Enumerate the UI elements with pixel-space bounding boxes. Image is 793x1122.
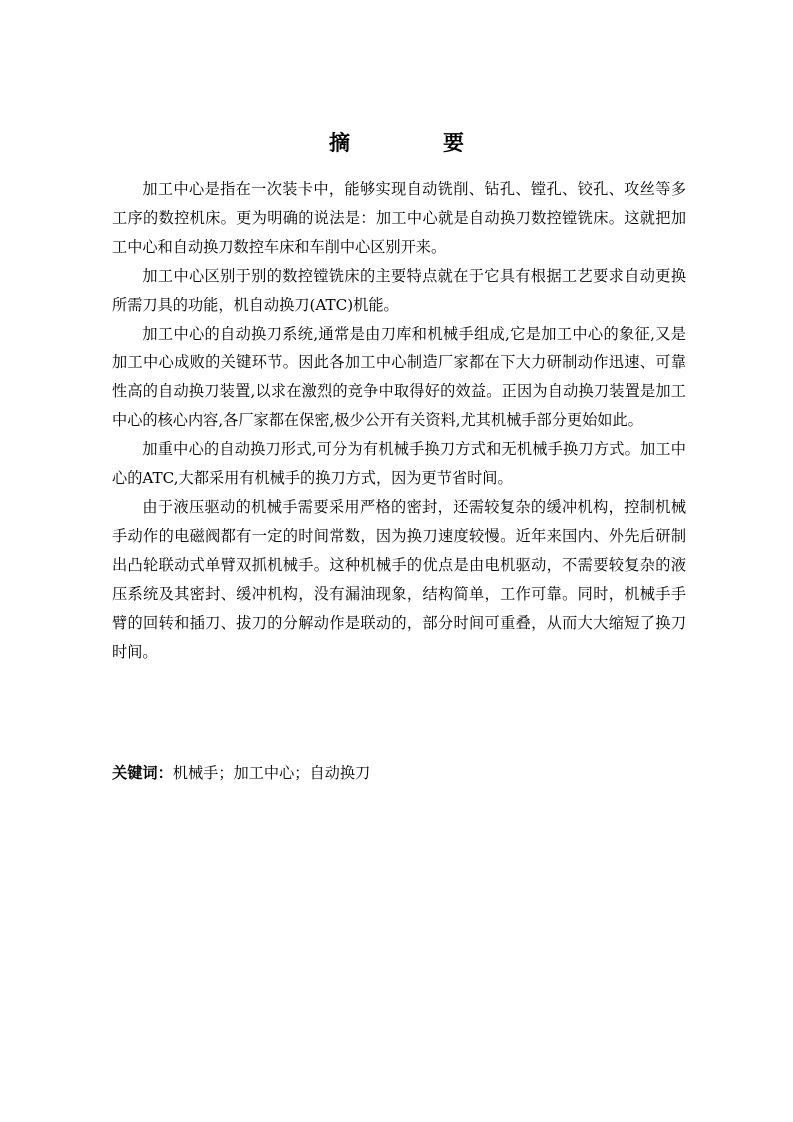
abstract-body <box>112 175 686 666</box>
page-title: 摘 要 <box>329 130 500 155</box>
paragraph-2: 加工中心区别于别的数控镗铣床的主要特点就在于它具有根据工艺要求自动更换所需刀具的功能，机自动换刀(ATC)机能。 <box>112 266 686 314</box>
keywords-line <box>112 760 686 786</box>
keywords-value: 机械手；加工中心；自动换刀 <box>172 764 371 782</box>
paragraph-3: 加工中心的自动换刀系统,通常是由刀库和机械手组成,它是加工中心的象征,又是加工中心成败的关键环节。因此各加工中心制造厂家都在下大力研制动作迅速、可靠性高的自动换刀装置,以求在激烈的竞争中取得好的效益。正因为自动换刀装置是加工中心的核心内容,各厂家都在保密,极少公开有关资料,尤其机械手部分更始如此。 <box>112 324 686 430</box>
keywords-label: 关键词： <box>112 764 173 782</box>
paragraph-4: 加重中心的自动换刀形式,可分为有机械手换刀方式和无机械手换刀方式。加工中心的ATC,大都采用有机械手的换刀方式，因为更节省时间。 <box>112 440 686 488</box>
paragraph-1: 加工中心是指在一次装卡中，能够实现自动铣削、钻孔、镗孔、铰孔、攻丝等多工序的数控机床。更为明确的说法是：加工中心就是自动换刀数控镗铣床。这就把加工中心和自动换刀数控车床和车削中心区别开来。 <box>112 180 686 256</box>
paragraph-5: 由于液压驱动的机械手需要采用严格的密封，还需较复杂的缓冲机构，控制机械手动作的电磁阀都有一定的时间常数，因为换刀速度较慢。近年来国内、外先后研制出凸轮联动式单臂双抓机械手。这种机械手的优点是由电机驱动，不需要较复杂的液压系统及其密封、缓冲机构，没有漏油现象，结构简单，工作可靠。同时，机械手手臂的回转和插刀、拔刀的分解动作是联动的，部分时间可重叠，从而大大缩短了换刀时间。 <box>112 497 686 661</box>
